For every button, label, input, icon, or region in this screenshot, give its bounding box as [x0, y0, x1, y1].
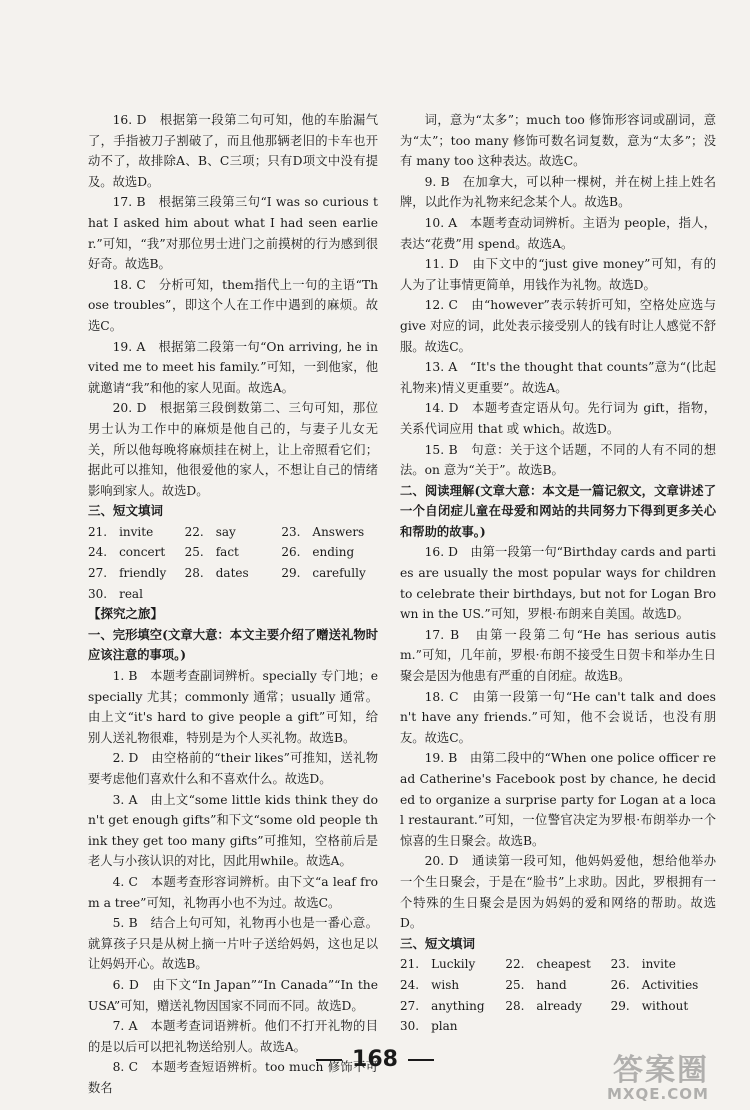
answer-cell: 30. plan — [400, 1019, 458, 1034]
answer-cell: 29. carefully — [281, 566, 366, 581]
answer-cell: 25. hand — [505, 977, 567, 992]
answer-row — [88, 542, 378, 563]
answer-explanation: 18. C 由第一段第一句“He can't talk and doesn't have any friends.”可知，他不会说话，也没有朋友。故选C。 — [400, 689, 716, 745]
answer-explanation: 5. B 结合上句可知，礼物再小也是一番心意。就算孩子只是从树上摘一片叶子送给妈妈，这也足以让妈妈开心。故选B。 — [88, 916, 378, 972]
fill-in-answers-table-1 — [88, 522, 378, 604]
answer-cell: 23. Answers — [281, 524, 365, 539]
page-number-right-dash — [408, 1059, 434, 1061]
answer-explanation: 18. C 分析可知，them指代上一句的主语“Those troubles”，即这个人在工作中遇到的麻烦。故选C。 — [88, 277, 378, 333]
answer-explanation: 16. D 由第一段第一句“Birthday cards and parties are usually the most popular ways for children to celebrate their birthdays, but not for Logan Brown in the US.”可知，罗根·布朗来自美国。故选D。 — [400, 545, 716, 622]
answer-explanation: 16. D 根据第一段第二句可知，他的车胎漏气了，手指被刀子割破了，而且他那辆老旧的卡车也开动不了，故排除A、B、C三项；只有D项文中没有提及。故选D。 — [88, 113, 378, 189]
answer-cell: 26. Activities — [610, 977, 699, 992]
left-column — [88, 110, 378, 1099]
answer-explanation: 11. D 由下文中的“just give money”可知，有的人为了让事情更简单，用钱作为礼物。故选D。 — [400, 257, 716, 292]
reading-section-heading: 二、阅读理解(文章大意：本文是一篇记叙文，文章讲述了一个自闭症儿童在母爱和网站的共同努力下得到更多关心和帮助的故事。) — [400, 482, 716, 539]
answer-explanation: 19. A 根据第二段第一句“On arriving, he invited me to meet his family.”可知，一到他家，他就邀请“我”和他的家人见面。故选A。 — [88, 339, 378, 395]
answer-row — [400, 996, 716, 1017]
fill-in-answers-table-2 — [400, 954, 716, 1036]
answer-explanation: 9. B 在加拿大，可以种一棵树，并在树上挂上姓名牌，以此作为礼物来纪念某个人。故选B。 — [400, 174, 716, 210]
section-heading-fill-in-words: 三、短文填词 — [88, 503, 164, 519]
answer-explanation: 3. A 由上文“some little kids think they don't get enough gifts”和下文“some old people think they get too many gifts”可推知，空格前后是老人与小孩认识的对比，因此用while。故选A。 — [88, 792, 378, 869]
answer-explanation: 17. B 根据第三段第三句“I was so curious that I asked him about what I had seen earlier.”可知，“我”对那位男士进门之前摸树的行为感到很好奇。故选B。 — [88, 195, 378, 272]
site-watermark-logo — [605, 1045, 745, 1105]
answer-explanation: 1. B 本题考查副词辨析。specially 专门地；especially 尤其；commonly 通常；usually 通常。由上文“it's hard to give people a gift”可知，给别人送礼物很难，特别是为个人买礼物。故选B。 — [88, 669, 378, 745]
watermark-bottom-text: MXQE.COM — [607, 1085, 709, 1103]
answer-cell: 27. anything — [400, 998, 485, 1013]
answer-explanation: 2. D 由空格前的“their likes”可推知，送礼物要考虑他们喜欢什么和不喜欢什么。故选D。 — [88, 751, 378, 786]
answer-cell: 29. without — [610, 998, 689, 1013]
answer-row — [88, 563, 378, 584]
answer-cell: 27. friendly — [88, 566, 167, 581]
page-number-text: 168 — [352, 1047, 398, 1072]
answer-explanation: 6. D 由下文“In Japan”“In Canada”“In the USA”可知，赠送礼物因国家不同而不同。故选D。 — [88, 977, 378, 1013]
answer-cell — [505, 1016, 610, 1037]
watermark-top-text: 答案圈 — [613, 1053, 709, 1088]
right-column — [400, 110, 716, 1037]
cloze-section-heading: 一、完形填空(文章大意：本文主要介绍了赠送礼物时应该注意的事项。) — [88, 626, 378, 663]
answer-explanation: 词，意为“太多”；much too 修饰形容词或副词，意为“太”；too many 修饰可数名词复数，意为“太多”；没有 many too 这种表达。故选C。 — [400, 113, 716, 169]
answer-explanation: 19. B 由第二段中的“When one police officer read Catherine's Facebook post by chance, he decided to organize a surprise party for Logan at a local restaurant.”可知，一位警官决定为罗根·布朗举办一个惊喜的生日聚会。故选B。 — [400, 751, 716, 848]
answer-cell: 21. Luckily — [400, 957, 476, 972]
answer-cell: 28. dates — [184, 566, 249, 581]
answer-row — [400, 954, 716, 975]
answer-explanation: 14. D 本题考查定语从句。先行词为 gift，指物，关系代词应用 that 或 which。故选D。 — [400, 401, 716, 436]
answer-cell: 22. cheapest — [505, 957, 591, 972]
answer-row — [400, 1016, 716, 1037]
answer-cell: 23. invite — [610, 957, 676, 972]
answer-explanation: 4. C 本题考查形容词辨析。由下文“a leaf from a tree”可知，礼物再小也不为过。故选C。 — [88, 874, 378, 910]
answer-explanation: 10. A 本题考查动词辨析。主语为 people，指人，表达“花费”用 spend。故选A。 — [400, 215, 716, 251]
answer-cell: 28. already — [505, 998, 582, 1013]
answer-explanation: 7. A 本题考查词语辨析。他们不打开礼物的目的是以后可以把礼物送给别人。故选A。 — [88, 1019, 378, 1054]
answer-explanation: 20. D 根据第三段倒数第二、三句可知，那位男士认为工作中的麻烦是他自己的，与妻子儿女无关，所以他每晚将麻烦挂在树上，让上帝照看它们；据此可以推知，他很爱他的家人，不想让自己的情绪影响到家人。故选D。 — [88, 401, 378, 498]
answer-cell: 30. real — [88, 586, 143, 601]
answer-explanation: 8. C 本题考查短语辨析。too much 修饰不可数名 — [88, 1060, 378, 1095]
answer-explanation: 15. B 句意：关于这个话题，不同的人有不同的想法。on 意为“关于”。故选B。 — [400, 442, 716, 478]
answer-explanation: 17. B 由第一段第二句“He has serious autism.”可知，几年前，罗根·布朗不接受生日贺卡和举办生日聚会是因为他患有严重的自闭症。故选B。 — [400, 627, 716, 684]
answer-row — [400, 975, 716, 996]
answer-cell: 25. fact — [184, 545, 239, 560]
answer-explanation: 12. C 由“however”表示转折可知，空格处应选与 give 对应的词，此处表示接受别人的钱有时让人感觉不舒服。故选C。 — [400, 298, 716, 354]
answer-explanation: 13. A “It's the thought that counts”意为“(比起礼物来)情义更重要”。故选A。 — [400, 360, 716, 395]
answer-cell: 24. concert — [88, 545, 166, 560]
answer-cell: 21. invite — [88, 524, 154, 539]
section-heading-fill-in-words-2: 三、短文填词 — [400, 935, 476, 951]
answer-cell — [185, 584, 282, 605]
answer-row — [88, 584, 378, 605]
answer-row — [88, 522, 378, 543]
answer-cell — [281, 584, 378, 605]
explore-heading: 【探究之旅】 — [88, 606, 164, 622]
answer-cell: 24. wish — [400, 977, 460, 992]
answer-cell: 26. ending — [281, 545, 355, 560]
page-number-left-dash — [316, 1059, 342, 1061]
answer-cell — [611, 1016, 716, 1037]
answer-explanation: 20. D 通读第一段可知，他妈妈爱他，想给他举办一个生日聚会，于是在“脸书”上求助。因此，罗根拥有一个特殊的生日聚会是因为妈妈的爱和网络的帮助。故选D。 — [400, 854, 716, 931]
answer-cell: 22. say — [184, 524, 236, 539]
